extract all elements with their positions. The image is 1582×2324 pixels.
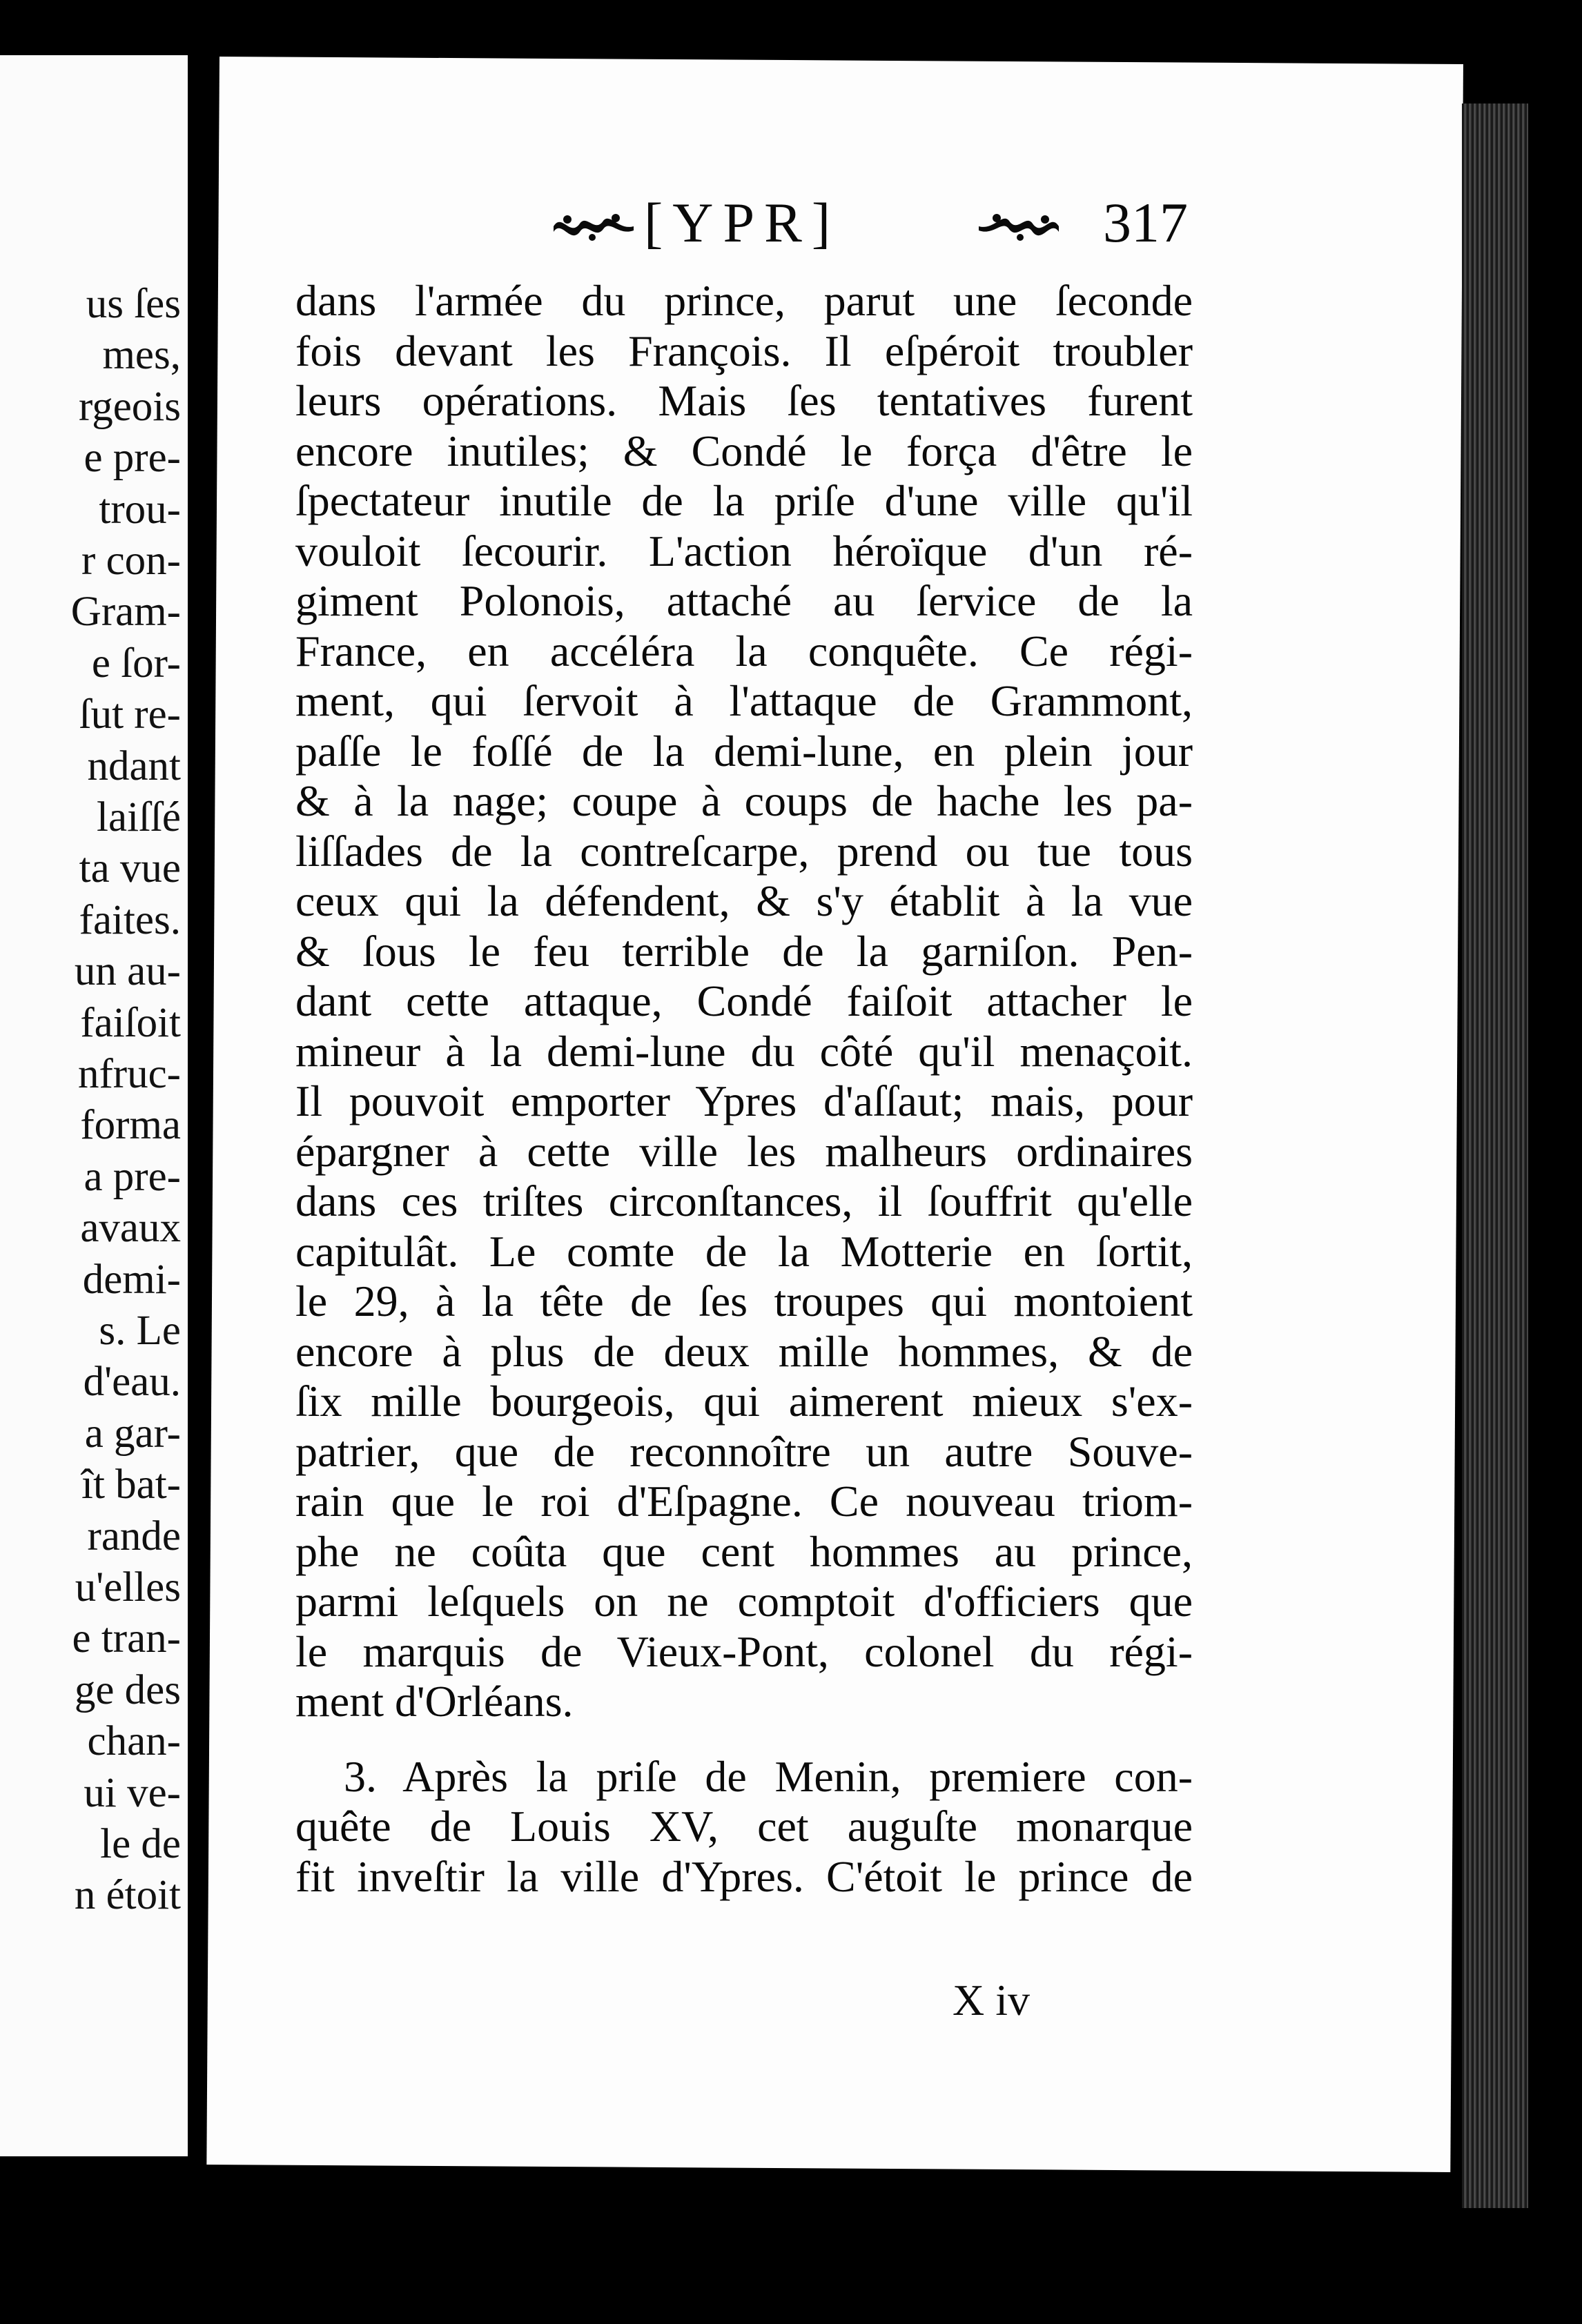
facing-page-line: rgeois [79, 383, 181, 430]
facing-page-line: mes, [102, 332, 181, 379]
running-head: [YPR] [644, 191, 841, 254]
text-line: phe ne coûta que cent hommes au prince, [295, 1526, 1193, 1576]
facing-page-line: n étoit [74, 1872, 181, 1919]
facing-page-line: faites. [79, 896, 181, 943]
text-line: encore inutiles; & Condé le força d'être le [295, 426, 1193, 475]
facing-page-line: ſut re- [79, 691, 181, 738]
facing-page-line: demi- [82, 1256, 181, 1303]
text-line: ment d'Orléans. [295, 1677, 574, 1726]
text-line: Il pouvoit emporter Ypres d'aſſaut; mais, pour [295, 1076, 1193, 1125]
ornament-right-icon [977, 206, 1060, 247]
text-line: capitulât. Le comte de la Motterie en ſortit, [295, 1226, 1193, 1276]
text-line: épargner à cette ville les malheurs ordinaires [295, 1126, 1193, 1176]
text-line: ſix mille bourgeois, qui aimerent mieux s'ex- [295, 1377, 1193, 1426]
facing-page-line: un au- [74, 948, 181, 995]
facing-page-line: forma [80, 1102, 181, 1149]
text-line: fit inveſtir la ville d'Ypres. C'étoit le prince de [295, 1851, 1193, 1901]
text-line: leurs opérations. Mais ſes tentatives furent [295, 376, 1193, 425]
page-edges [1462, 104, 1528, 2208]
facing-page-line: nfruc- [77, 1051, 181, 1097]
text-line: patrier, que de reconnoître un autre Souve- [295, 1426, 1193, 1476]
text-line: le marquis de Vieux-Pont, colonel du régi- [295, 1626, 1193, 1676]
text-line: liſſades de la contreſcarpe, prend ou tue tous [295, 826, 1193, 876]
text-line: dans ces triſtes circonſtances, il ſouffrit qu'elle [295, 1176, 1193, 1225]
facing-page-line: ît bat- [81, 1461, 181, 1508]
text-line: encore à plus de deux mille hommes, & de [295, 1326, 1193, 1376]
facing-page-line: ndant [87, 742, 181, 789]
facing-page-line: avaux [80, 1205, 181, 1252]
text-line: paſſe le foſſé de la demi-lune, en plein jour [295, 726, 1193, 776]
ornament-left-icon [552, 206, 635, 247]
text-line: 3. Après la priſe de Menin, premiere con- [344, 1751, 1193, 1801]
text-line: le 29, à la tête de ſes troupes qui montoient [295, 1277, 1193, 1326]
facing-page-line: e ſor- [91, 640, 181, 687]
text-line: ceux qui la défendent, & s'y établit à la vue [295, 876, 1193, 925]
facing-page-line: s. Le [99, 1308, 181, 1354]
facing-page-line: Gram- [70, 589, 181, 636]
facing-page-line: rande [87, 1513, 181, 1559]
facing-page-line: d'eau. [83, 1359, 181, 1406]
facing-page-line: a gar- [84, 1410, 181, 1457]
page-number: 317 [1103, 191, 1188, 254]
page-header [330, 190, 1200, 266]
facing-page-line: laiſſé [97, 794, 181, 840]
facing-page-line: ui ve- [84, 1769, 181, 1816]
facing-page-line: a pre- [84, 1153, 181, 1200]
text-line: France, en accéléra la conquête. Ce régi- [295, 626, 1193, 676]
signature-mark: X iv [953, 1976, 1030, 2025]
text-line: dant cette attaque, Condé faiſoit attacher le [295, 976, 1193, 1025]
paragraph-1 [295, 276, 1193, 1727]
text-line: & ſous le feu terrible de la garniſon. Pen- [295, 926, 1193, 976]
facing-page-line: trou- [99, 486, 181, 533]
facing-page-line: ge des [74, 1666, 181, 1713]
facing-page-line: r con- [81, 538, 181, 584]
facing-page-line: chan- [87, 1718, 181, 1765]
text-line: & à la nage; coupe à coups de hache les pa- [295, 776, 1193, 825]
text-line: giment Polonois, attaché au ſervice de la [295, 576, 1193, 625]
paragraph-2 [295, 1752, 1193, 1902]
facing-page-line: faiſoit [80, 999, 181, 1046]
text-line: dans l'armée du prince, parut une ſeconde [295, 276, 1193, 325]
facing-page-line: le de [100, 1821, 181, 1867]
text-line: vouloit ſecourir. L'action héroïque d'un ré- [295, 526, 1193, 575]
facing-page-line: ta vue [79, 845, 181, 892]
facing-page-left [0, 55, 188, 2156]
text-line: ment, qui ſervoit à l'attaque de Grammont, [295, 676, 1193, 725]
facing-page-line: e pre- [84, 435, 181, 482]
facing-page-line: e tran- [72, 1615, 181, 1662]
text-line: rain que le roi d'Eſpagne. Ce nouveau triom- [295, 1477, 1193, 1526]
text-line: mineur à la demi-lune du côté qu'il menaçoit. [295, 1026, 1193, 1076]
facing-page-line: u'elles [75, 1564, 181, 1611]
body-text [295, 276, 1193, 1902]
text-line: quête de Louis XV, cet auguſte monarque [295, 1802, 1193, 1851]
text-line: ſpectateur inutile de la priſe d'une ville qu'il [295, 476, 1193, 525]
text-line: fois devant les François. Il eſpéroit troubler [295, 326, 1193, 375]
text-line: parmi leſquels on ne comptoit d'officiers que [295, 1577, 1193, 1626]
facing-page-line: us ſes [86, 281, 181, 327]
